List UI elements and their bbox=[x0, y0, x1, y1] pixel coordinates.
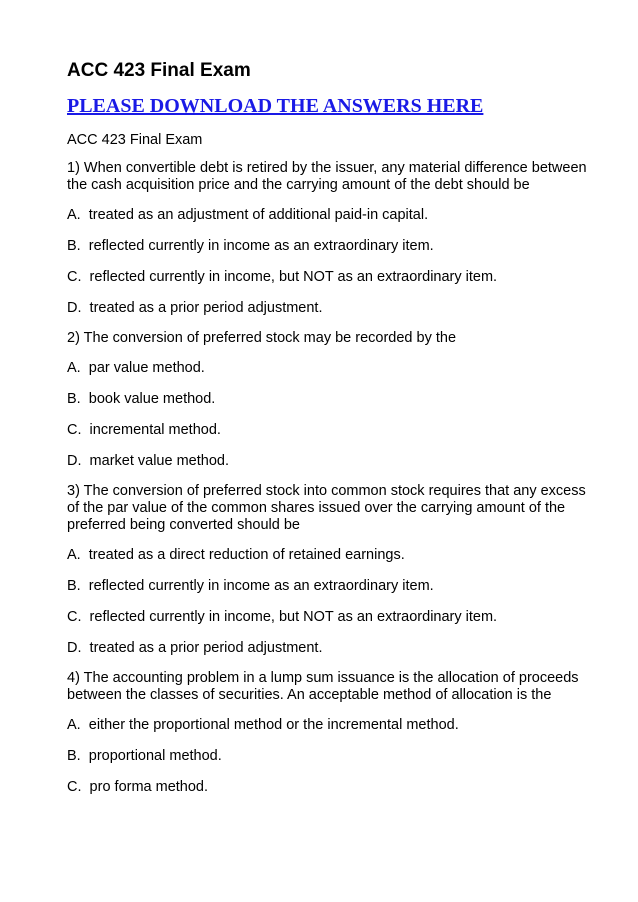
question-4-text: 4) The accounting problem in a lump sum issuance is the allocation of proceeds between the classes of securities. An acceptable method of allocation is the bbox=[67, 670, 579, 703]
question-4-option-a: A. either the proportional method or the incremental method. bbox=[67, 717, 459, 733]
question-2-text: 2) The conversion of preferred stock may be recorded by the bbox=[67, 330, 457, 346]
question-1-option-c: C. reflected currently in income, but NOT as an extraordinary item. bbox=[67, 269, 498, 285]
question-4-option-b: B. proportional method. bbox=[67, 748, 222, 764]
question-1-option-b: B. reflected currently in income as an extraordinary item. bbox=[67, 238, 434, 254]
question-4-option-c: C. pro forma method. bbox=[67, 779, 209, 795]
question-1-option-d: D. treated as a prior period adjustment. bbox=[67, 300, 323, 316]
document-subtitle: ACC 423 Final Exam bbox=[67, 132, 203, 148]
question-list bbox=[67, 160, 595, 797]
document-title: ACC 423 Final Exam bbox=[67, 60, 251, 81]
download-answers-link[interactable]: PLEASE DOWNLOAD THE ANSWERS HERE bbox=[67, 95, 484, 117]
question-3-option-d: D. treated as a prior period adjustment. bbox=[67, 640, 323, 656]
question-1-option-a: A. treated as an adjustment of additional paid-in capital. bbox=[67, 207, 429, 223]
question-2-option-d: D. market value method. bbox=[67, 453, 229, 469]
question-1-text: 1) When convertible debt is retired by the issuer, any material difference between the cash acquisition price and the carrying amount of the debt should be bbox=[67, 160, 587, 193]
question-3-option-c: C. reflected currently in income, but NOT as an extraordinary item. bbox=[67, 609, 498, 625]
question-2-option-a: A. par value method. bbox=[67, 360, 205, 376]
question-3-option-b: B. reflected currently in income as an extraordinary item. bbox=[67, 578, 434, 594]
question-2-option-c: C. incremental method. bbox=[67, 422, 221, 438]
question-2-option-b: B. book value method. bbox=[67, 391, 216, 407]
question-3-option-a: A. treated as a direct reduction of retained earnings. bbox=[67, 547, 405, 563]
document-page bbox=[67, 58, 595, 809]
question-3-text: 3) The conversion of preferred stock into common stock requires that any excess of the par value of the common shares issued over the carrying amount of the preferred being converted should be bbox=[67, 483, 586, 533]
